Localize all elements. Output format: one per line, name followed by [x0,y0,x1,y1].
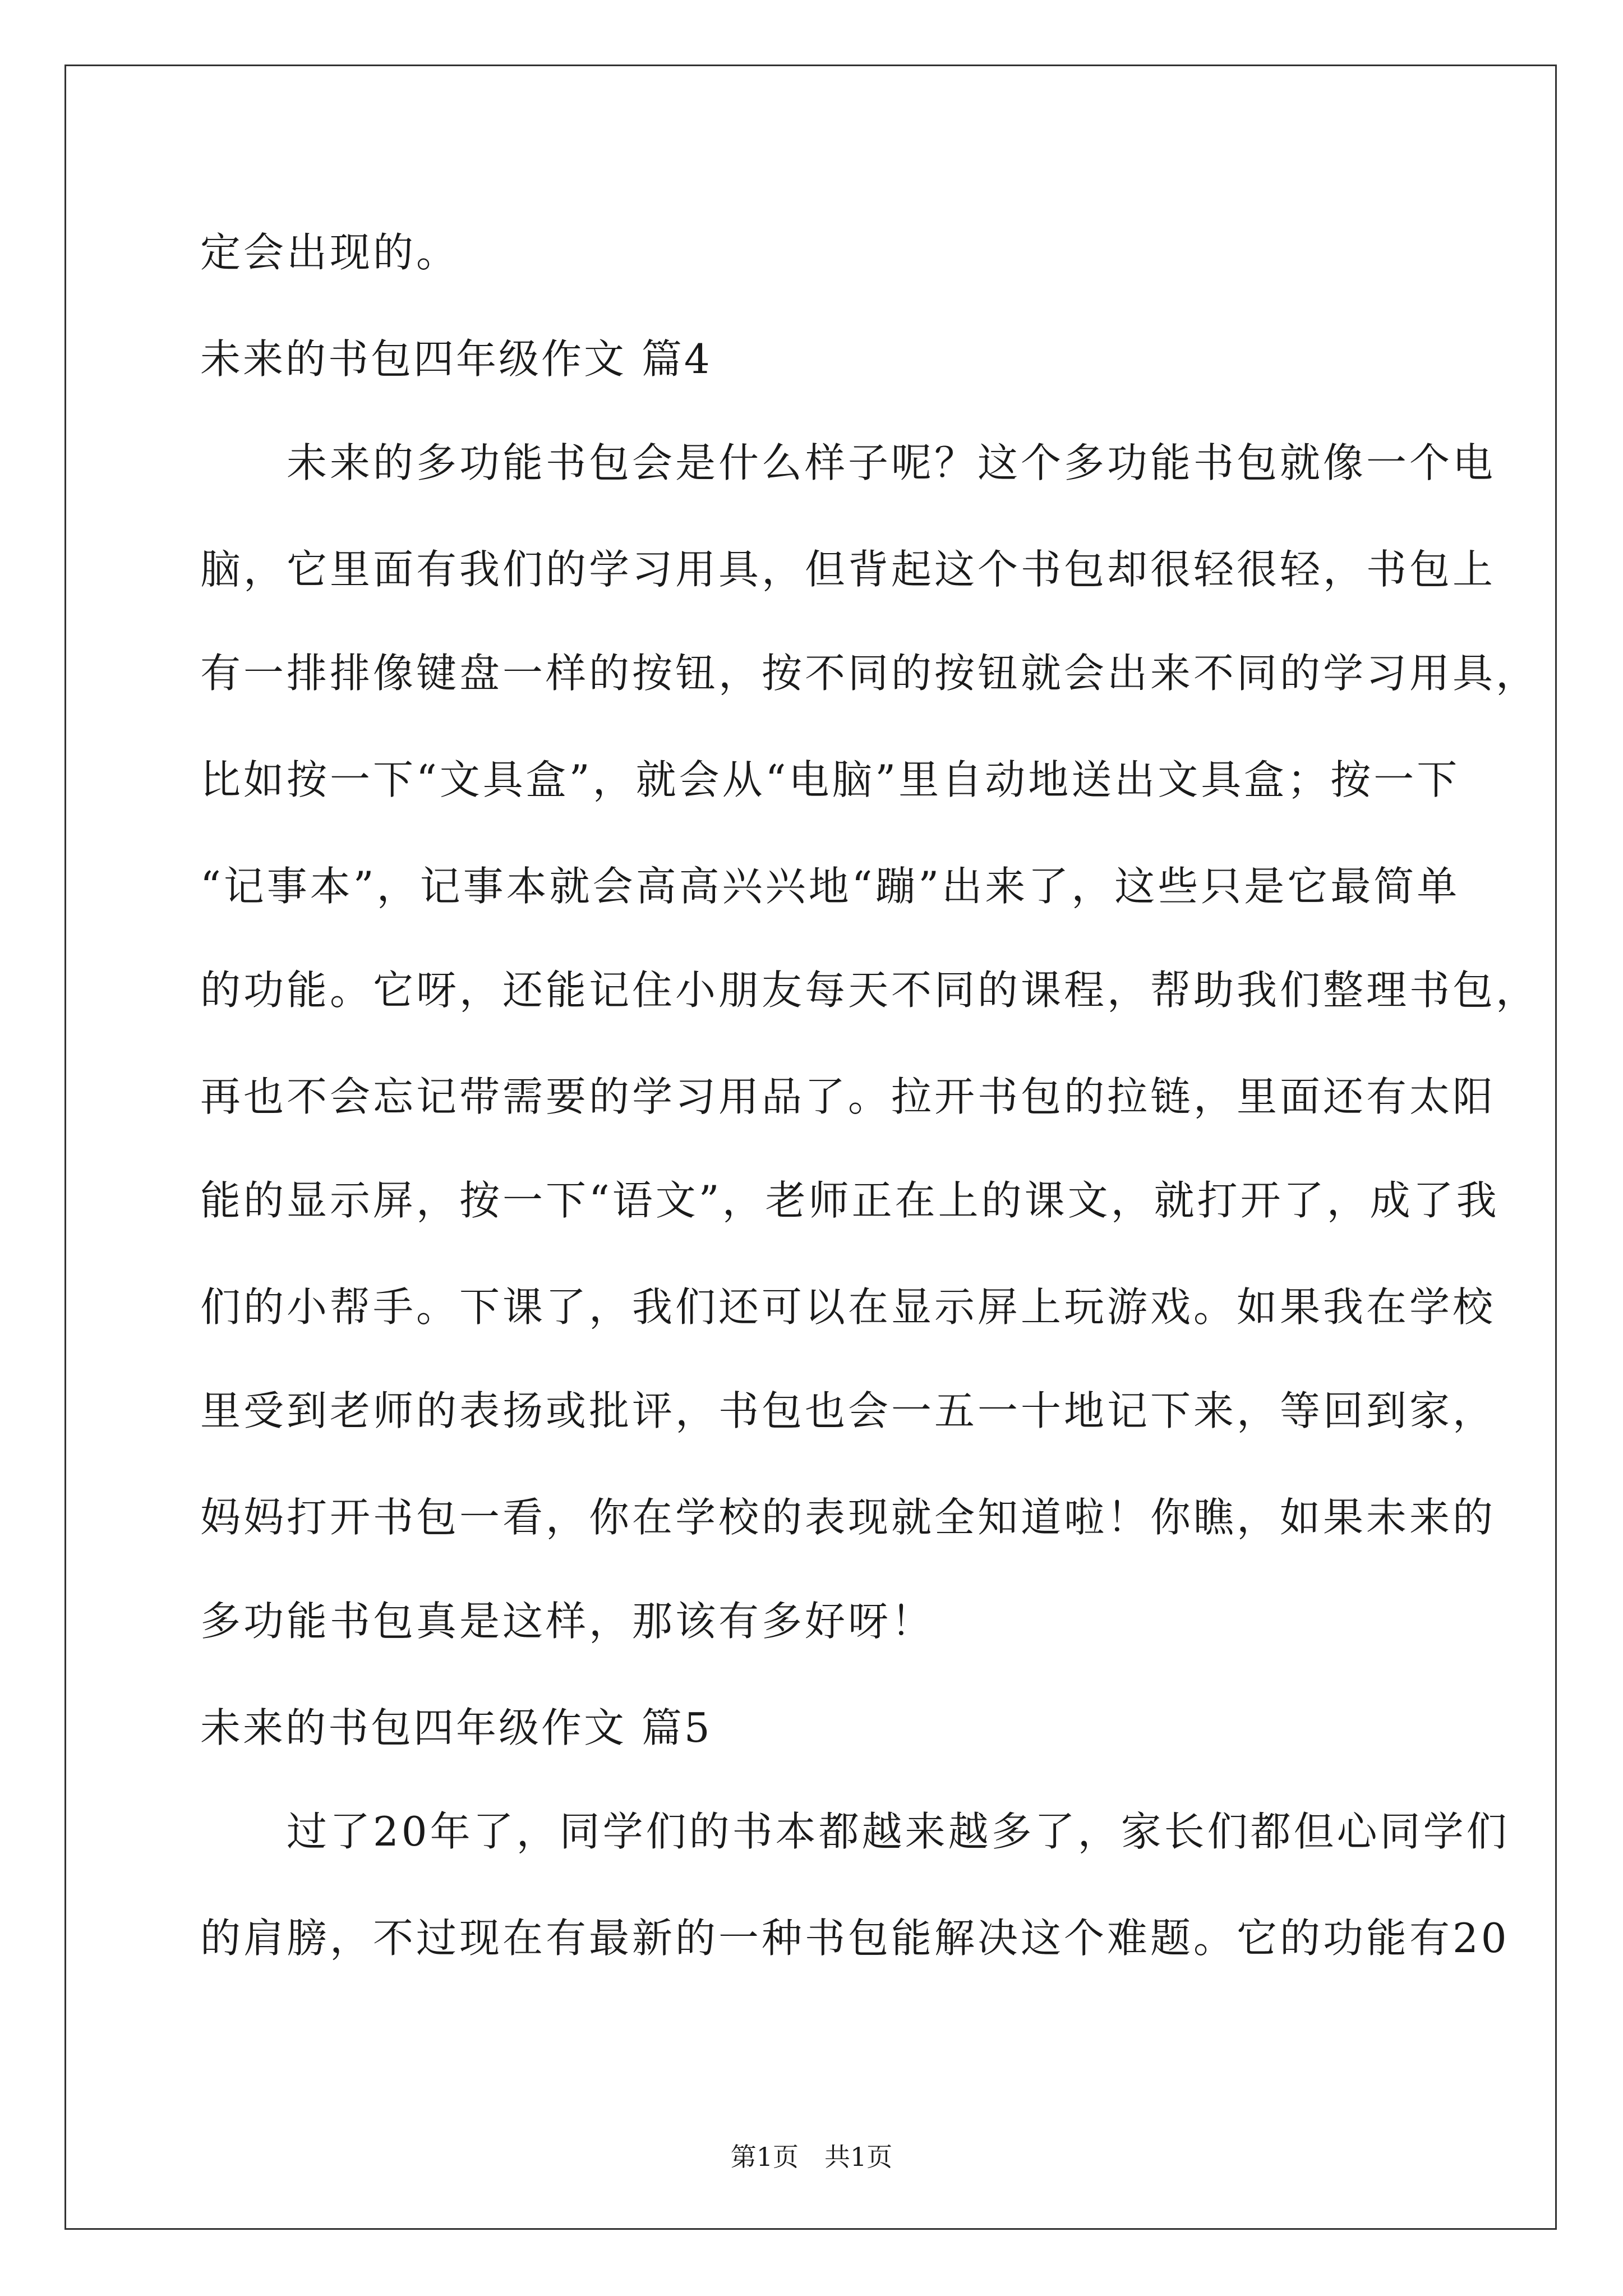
page-footer: 第1页 共1页 [730,2142,893,2172]
page-border [64,65,1557,2230]
paragraph-line: 有一排排像键盘一样的按钮，按不同的按钮就会出来不同的学习用具， [200,650,1539,697]
paragraph-line: 过了20年了，同学们的书本都越来越多了，家长们都但心同学们 [200,1808,1510,1855]
paragraph-line: 们的小帮手。下课了，我们还可以在显示屏上玩游戏。如果我在学校 [200,1283,1496,1331]
paragraph-line: “记事本”，记事本就会高高兴兴地“蹦”出来了，这些只是它最简单 [200,863,1460,910]
paragraph-line: 的肩膀，不过现在有最新的一种书包能解决这个难题。它的功能有20 [200,1915,1510,1962]
paragraph-line: 比如按一下“文具盒”，就会从“电脑”里自动地送出文具盒；按一下 [200,756,1460,803]
paragraph-line: 多功能书包真是这样，那该有多好呀！ [200,1598,935,1645]
paragraph-line: 里受到老师的表扬或批评，书包也会一五一十地记下来，等回到家， [200,1387,1496,1434]
paragraph-line: 定会出现的。 [200,229,460,276]
section-heading-5: 未来的书包四年级作文 篇5 [200,1704,712,1751]
paragraph-line: 再也不会忘记带需要的学习用品了。拉开书包的拉链，里面还有太阳 [200,1073,1496,1120]
paragraph-line: 脑，它里面有我们的学习用具，但背起这个书包却很轻很轻，书包上 [200,546,1496,593]
paragraph-line: 的功能。它呀，还能记住小朋友每天不同的课程，帮助我们整理书包， [200,967,1539,1014]
paragraph-line: 能的显示屏，按一下“语文”，老师正在上的课文，就打开了，成了我 [200,1177,1500,1224]
paragraph-line: 未来的多功能书包会是什么样子呢？这个多功能书包就像一个电 [200,439,1496,486]
section-heading-4: 未来的书包四年级作文 篇4 [200,335,712,383]
paragraph-line: 妈妈打开书包一看，你在学校的表现就全知道啦！你瞧，如果未来的 [200,1494,1496,1541]
